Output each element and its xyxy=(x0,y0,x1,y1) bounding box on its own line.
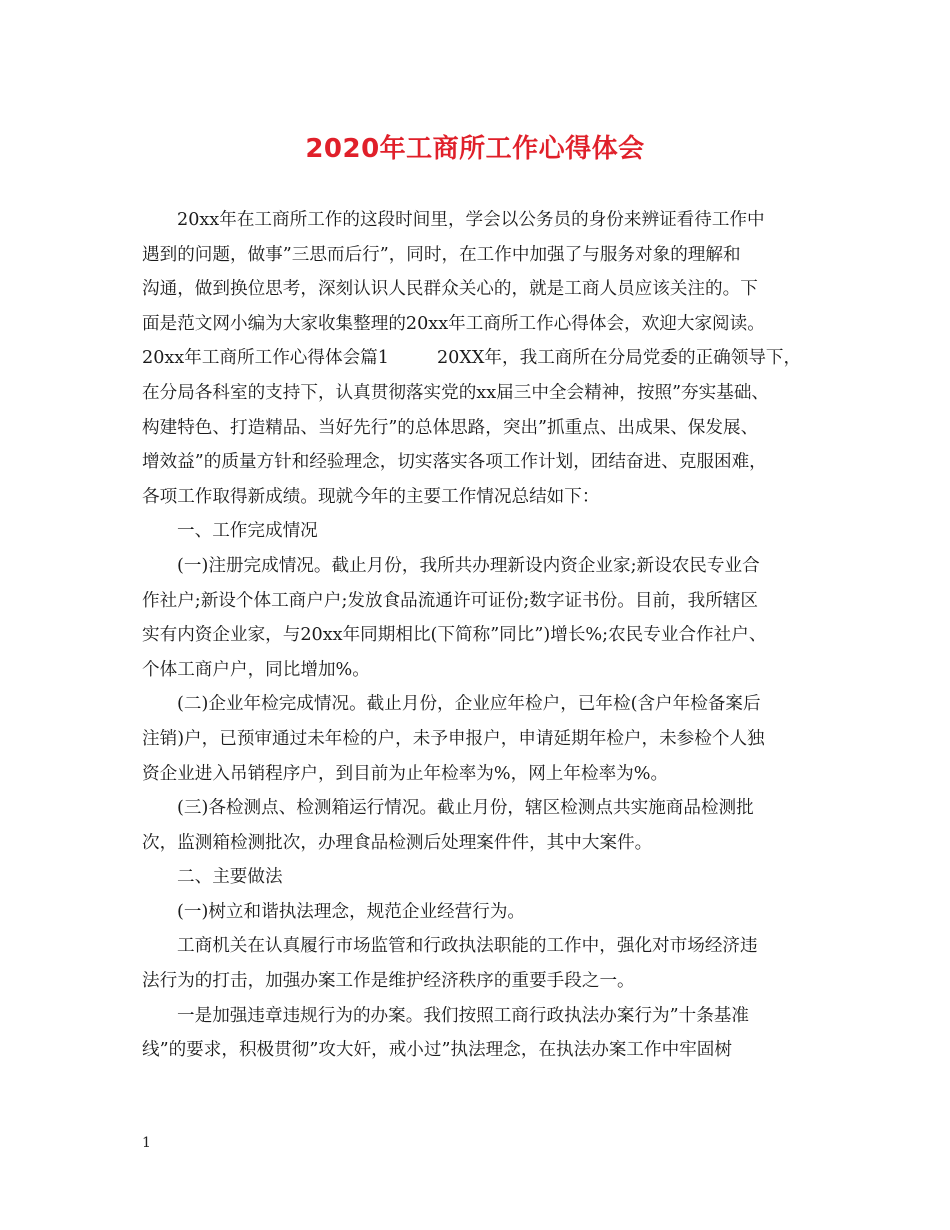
paragraph-line: (一)注册完成情况。截止月份，我所共办理新设内资企业家;新设农民专业合 xyxy=(177,555,760,576)
section-heading: 二、主要做法 xyxy=(177,867,283,888)
paragraph-line: 构建特色、打造精品、当好先行”的总体思路，突出”抓重点、出成果、保发展、 xyxy=(142,417,759,438)
paragraph-line: 沟通，做到换位思考，深刻认识人民群众关心的，就是工商人员应该关注的。下 xyxy=(142,279,758,300)
paragraph-line: 个体工商户户，同比增加%。 xyxy=(142,659,370,680)
paragraph-line: 各项工作取得新成绩。现就今年的主要工作情况总结如下： xyxy=(142,486,600,507)
page-number: 1 xyxy=(142,1135,151,1151)
paragraph-line: 次，监测箱检测批次，办理食品检测后处理案件件，其中大案件。 xyxy=(142,832,653,853)
paragraph-line: 面是范文网小编为大家收集整理的20xx年工商所工作心得体会，欢迎大家阅读。 xyxy=(142,313,765,334)
paragraph-line: 工商机关在认真履行市场监管和行政执法职能的工作中，强化对市场经济违 xyxy=(177,936,758,957)
paragraph-line: 一是加强违章违规行为的办案。我们按照工商行政执法办案行为”十条基准 xyxy=(177,1005,749,1026)
paragraph-line: (二)企业年检完成情况。截止月份，企业应年检户，已年检(含户年检备案后 xyxy=(177,694,761,715)
paragraph-line: (一)树立和谐执法理念，规范企业经营行为。 xyxy=(177,901,526,922)
paragraph-line: 在分局各科室的支持下，认真贯彻落实党的xx届三中全会精神，按照”夯实基础、 xyxy=(142,382,770,403)
paragraph-line xyxy=(142,341,812,376)
paragraph-line: 法行为的打击，加强办案工作是维护经济秩序的重要手段之一。 xyxy=(142,971,635,992)
paragraph-line: 实有内资企业家，与20xx年同期相比(下简称”同比”)增长%;农民专业合作社户、 xyxy=(142,625,767,646)
document-title: 2020年工商所工作心得体会 xyxy=(305,134,645,164)
paragraph-line: 遇到的问题，做事”三思而后行”，同时，在工作中加强了与服务对象的理解和 xyxy=(142,244,741,265)
paragraph-line: 20xx年在工商所工作的这段时间里，学会以公务员的身份来辨证看待工作中 xyxy=(177,210,765,230)
section-heading: 20xx年工商所工作心得体会篇1 xyxy=(142,348,389,369)
paragraph-line: 注销)户，已预审通过未年检的户，未予申报户，申请延期年检户，未参检个人独 xyxy=(142,728,765,749)
paragraph-line: 线”的要求，积极贯彻”攻大奸，戒小过”执法理念，在执法办案工作中牢固树 xyxy=(142,1040,732,1061)
paragraph-text: 20XX年，我工商所在分局党委的正确领导下， xyxy=(436,348,802,369)
section-heading: 一、工作完成情况 xyxy=(177,521,318,542)
document-body xyxy=(142,203,812,1068)
paragraph-line: 资企业进入吊销程序户，到目前为止年检率为%，网上年检率为%。 xyxy=(142,763,669,784)
paragraph-line: 作社户;新设个体工商户户;发放食品流通许可证份;数字证书份。目前，我所辖区 xyxy=(142,590,758,611)
paragraph-line: (三)各检测点、检测箱运行情况。截止月份，辖区检测点共实施商品检测批 xyxy=(177,798,754,819)
paragraph-line: 增效益”的质量方针和经验理念，切实落实各项工作计划，团结奋进、克服困难， xyxy=(142,452,767,473)
